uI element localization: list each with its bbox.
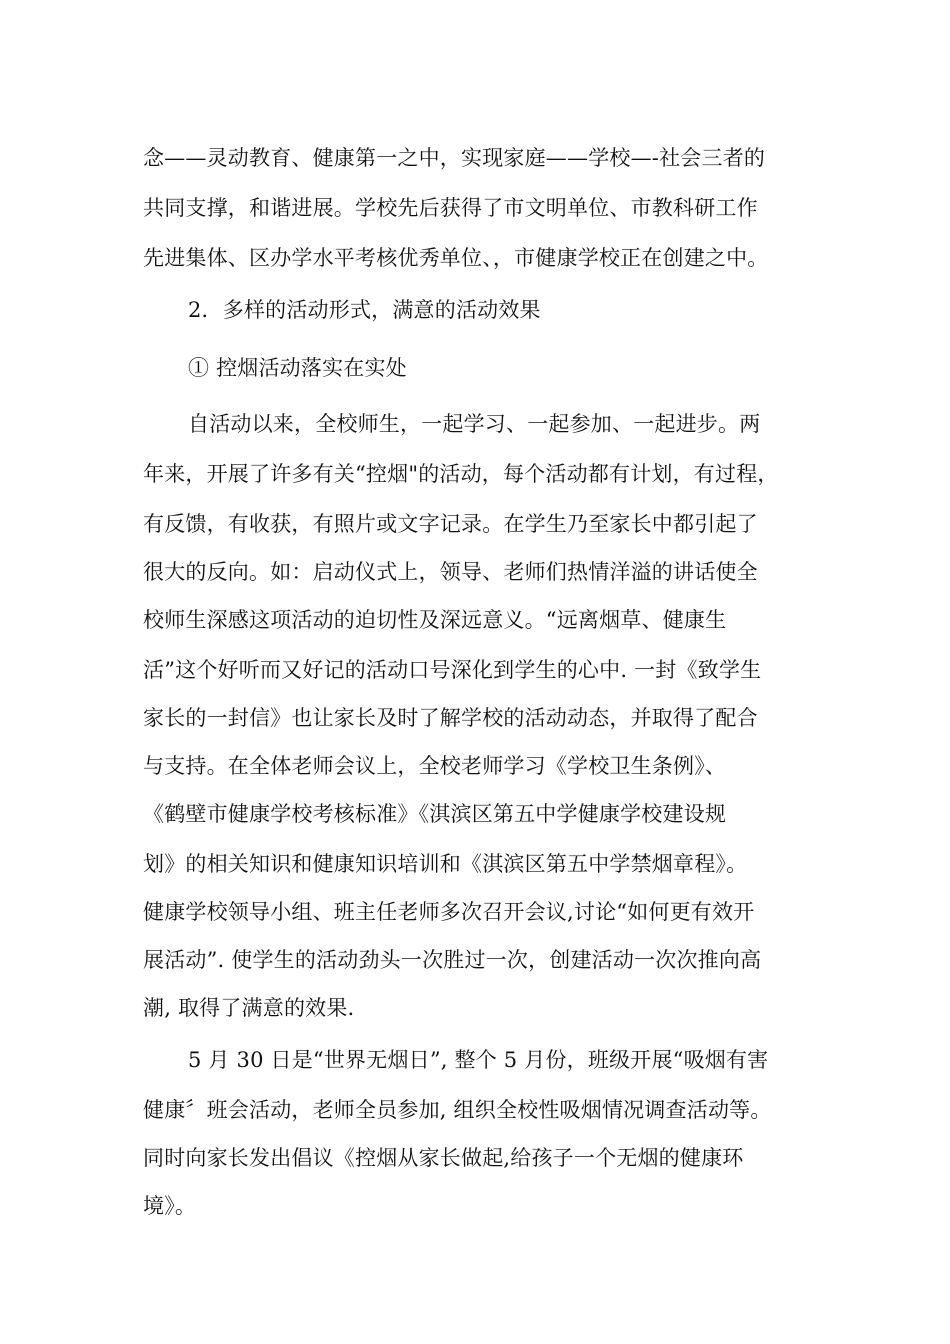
- paragraph-2-line-8: 与支持。在全体老师会议上，全校老师学习《学校卫生条例》、: [143, 754, 727, 778]
- paragraph-2-line-7: 家长的一封信》也让家长及时了解学校的活动动态，并取得了配合: [143, 706, 758, 730]
- paragraph-3-line-1: 5 月 30 日是“世界无烟日”, 整个 5 月份，班级开展“吸烟有害: [188, 1048, 769, 1072]
- paragraph-2-line-5: 校师生深感这项活动的迫切性及深远意义。“远离烟草、健康生: [143, 608, 727, 632]
- paragraph-2-line-1: 自活动以来，全校师生，一起学习、一起参加、一起进步。两: [188, 412, 761, 436]
- section-heading: 2．多样的活动形式，满意的活动效果: [188, 298, 541, 322]
- paragraph-2-line-9: 《鹤壁市健康学校考核标准》《淇滨区第五中学健康学校建设规: [143, 802, 727, 826]
- paragraph-3-line-4: 境》。: [143, 1194, 197, 1218]
- paragraph-2-line-13: 潮, 取得了满意的效果.: [143, 996, 355, 1020]
- paragraph-3-line-2: 健康〞班会活动，老师全员参加, 组织全校性吸烟情况调查活动等。: [143, 1098, 772, 1122]
- paragraph-3-line-3: 同时向家长发出倡议《控烟从家长做起,给孩子一个无烟的健康环: [143, 1146, 744, 1170]
- paragraph-2-line-12: 展活动”. 使学生的活动劲头一次胜过一次，创建活动一次次推向高: [143, 948, 762, 972]
- paragraph-1-line-2: 共同支撑，和谐进展。学校先后获得了市文明单位、市教科研工作: [143, 196, 758, 220]
- paragraph-2-line-2: 年来，开展了许多有关“控烟"的活动，每个活动都有计划，有过程，: [143, 462, 779, 486]
- paragraph-2-line-3: 有反馈，有收获，有照片或文字记录。在学生乃至家长中都引起了: [143, 512, 758, 536]
- paragraph-1-line-3: 先进集体、区办学水平考核优秀单位、，市健康学校正在创建之中。: [143, 246, 769, 270]
- paragraph-2-line-6: 活”这个好听而又好记的活动口号深化到学生的心中. 一封《致学生: [143, 658, 762, 682]
- paragraph-2-line-4: 很大的反向。如：启动仪式上，领导、老师们热情洋溢的讲话使全: [143, 560, 758, 584]
- subsection-heading: ① 控烟活动落实在实处: [188, 356, 407, 380]
- paragraph-2-line-11: 健康学校领导小组、班主任老师多次召开会议,讨论“如何更有效开: [143, 900, 755, 924]
- paragraph-1-line-1: 念——灵动教育、健康第一之中，实现家庭——学校—-社会三者的: [143, 146, 766, 170]
- paragraph-2-line-10: 划》的相关知识和健康知识培训和《淇滨区第五中学禁烟章程》。: [143, 852, 748, 876]
